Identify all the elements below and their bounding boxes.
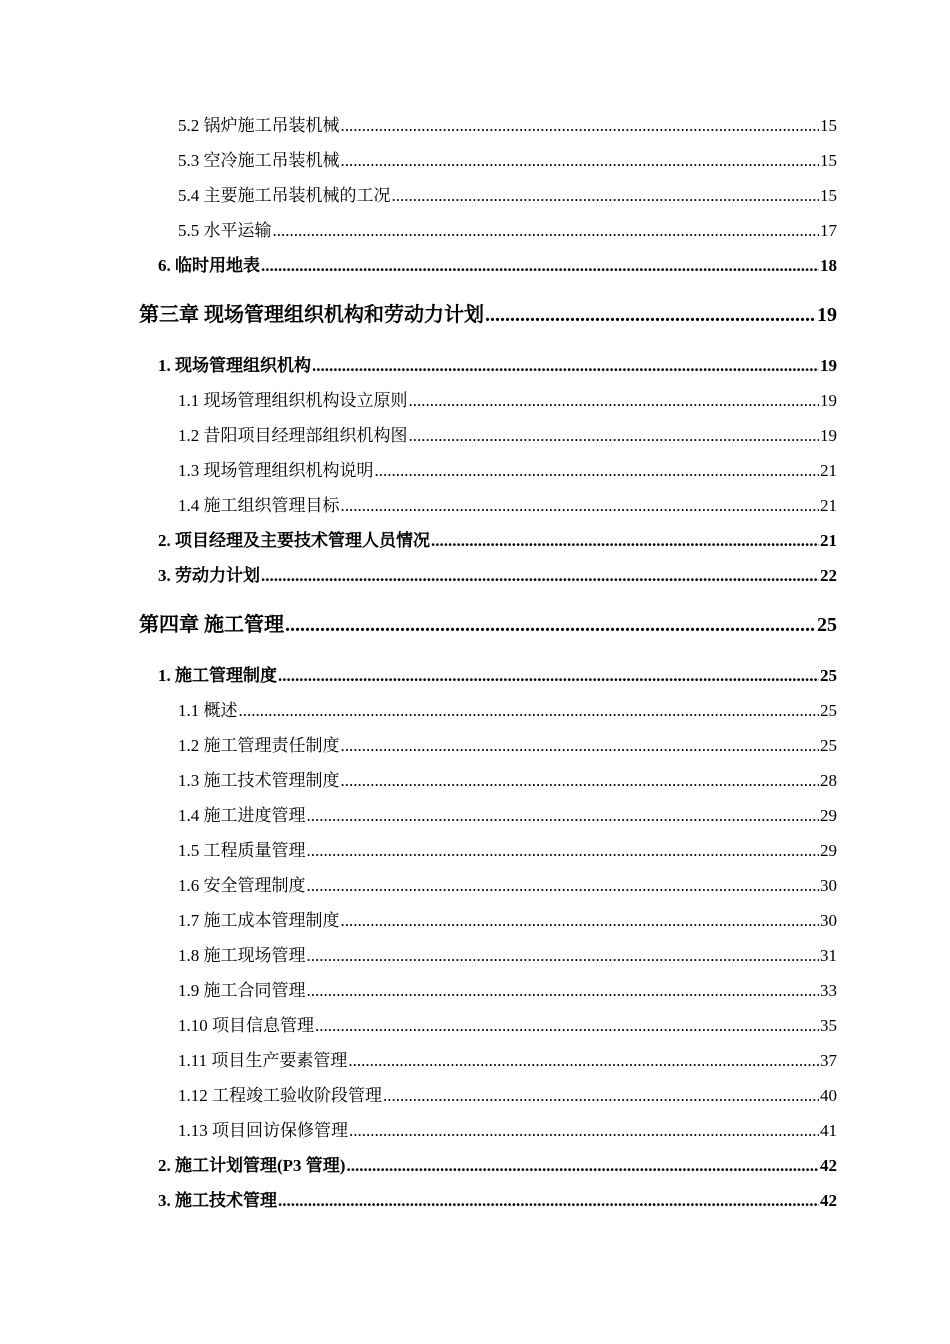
toc-entry-title: 3. 劳动力计划 xyxy=(158,566,260,585)
toc-leader-dots xyxy=(315,1014,819,1038)
toc-leader-dots xyxy=(341,114,820,138)
toc-entry[interactable] xyxy=(178,699,837,723)
toc-entry-title: 1.9 施工合同管理 xyxy=(178,981,306,1000)
toc-entry[interactable] xyxy=(178,874,837,898)
toc-leader-dots xyxy=(307,874,820,898)
toc-entry-page: 33 xyxy=(820,981,837,1000)
toc-entry-page: 29 xyxy=(820,841,837,860)
toc-entry[interactable] xyxy=(178,1119,837,1143)
toc-entry-page: 42 xyxy=(820,1156,837,1175)
toc-entry[interactable] xyxy=(178,114,837,138)
toc-leader-dots xyxy=(409,424,820,448)
toc-section-entry[interactable] xyxy=(158,254,837,278)
toc-leader-dots xyxy=(485,300,816,330)
toc-entry[interactable] xyxy=(178,909,837,933)
toc-entry-page: 28 xyxy=(820,771,837,790)
toc-entry[interactable] xyxy=(178,219,837,243)
toc-entry-title: 5.2 锅炉施工吊装机械 xyxy=(178,116,340,135)
toc-section-entry[interactable] xyxy=(158,529,837,553)
toc-entry[interactable] xyxy=(178,389,837,413)
toc-leader-dots xyxy=(285,610,816,640)
toc-entry[interactable] xyxy=(178,804,837,828)
toc-section-entry[interactable] xyxy=(158,1189,837,1213)
toc-leader-dots xyxy=(383,1084,819,1108)
toc-leader-dots xyxy=(341,909,820,933)
toc-entry-title: 第三章 现场管理组织机构和劳动力计划 xyxy=(139,304,484,326)
toc-leader-dots xyxy=(239,699,820,723)
toc-leader-dots xyxy=(278,1189,819,1213)
toc-entry-title: 1.2 昔阳项目经理部组织机构图 xyxy=(178,426,408,445)
toc-entry-title: 1.11 项目生产要素管理 xyxy=(178,1051,348,1070)
toc-entry-title: 2. 施工计划管理(P3 管理) xyxy=(158,1156,346,1175)
toc-entry-page: 15 xyxy=(820,151,837,170)
toc-entry-title: 1.2 施工管理责任制度 xyxy=(178,736,340,755)
toc-entry-title: 1.3 施工技术管理制度 xyxy=(178,771,340,790)
toc-entry-page: 25 xyxy=(817,614,837,636)
toc-leader-dots xyxy=(307,944,820,968)
toc-leader-dots xyxy=(392,184,820,208)
toc-entry-page: 40 xyxy=(820,1086,837,1105)
toc-entry-title: 5.3 空冷施工吊装机械 xyxy=(178,151,340,170)
toc-leader-dots xyxy=(261,254,819,278)
toc-entry-page: 18 xyxy=(820,256,837,275)
toc-leader-dots xyxy=(307,804,820,828)
toc-entry-page: 31 xyxy=(820,946,837,965)
toc-entry-page: 30 xyxy=(820,876,837,895)
toc-leader-dots xyxy=(431,529,819,553)
toc-entry[interactable] xyxy=(178,184,837,208)
toc-entry-title: 1.4 施工进度管理 xyxy=(178,806,306,825)
toc-leader-dots xyxy=(341,734,820,758)
toc-entry-title: 1.1 现场管理组织机构设立原则 xyxy=(178,391,408,410)
toc-leader-dots xyxy=(341,149,820,173)
toc-leader-dots xyxy=(349,1119,819,1143)
toc-entry-page: 15 xyxy=(820,186,837,205)
toc-entry[interactable] xyxy=(178,1049,837,1073)
toc-entry-page: 25 xyxy=(820,666,837,685)
toc-entry-page: 19 xyxy=(820,356,837,375)
toc-section-entry[interactable] xyxy=(158,664,837,688)
toc-entry-title: 5.5 水平运输 xyxy=(178,221,272,240)
toc-entry-title: 1.5 工程质量管理 xyxy=(178,841,306,860)
toc-entry[interactable] xyxy=(178,1014,837,1038)
toc-entry[interactable] xyxy=(178,944,837,968)
toc-entry[interactable] xyxy=(178,149,837,173)
toc-entry-page: 41 xyxy=(820,1121,837,1140)
toc-leader-dots xyxy=(278,664,819,688)
toc-entry-page: 15 xyxy=(820,116,837,135)
toc-entry-title: 1.4 施工组织管理目标 xyxy=(178,496,340,515)
toc-entry-title: 5.4 主要施工吊装机械的工况 xyxy=(178,186,391,205)
toc-entry[interactable] xyxy=(178,734,837,758)
toc-entry-page: 30 xyxy=(820,911,837,930)
toc-entry-title: 1.12 工程竣工验收阶段管理 xyxy=(178,1086,382,1105)
toc-entry-title: 1.1 概述 xyxy=(178,701,238,720)
toc-entry[interactable] xyxy=(178,839,837,863)
toc-entry-page: 29 xyxy=(820,806,837,825)
toc-entry[interactable] xyxy=(178,494,837,518)
toc-entry[interactable] xyxy=(178,769,837,793)
toc-entry-title: 1.10 项目信息管理 xyxy=(178,1016,314,1035)
toc-entry-title: 1.6 安全管理制度 xyxy=(178,876,306,895)
toc-entry-page: 17 xyxy=(820,221,837,240)
toc-chapter-entry[interactable] xyxy=(139,610,837,640)
toc-entry-title: 1.13 项目回访保修管理 xyxy=(178,1121,348,1140)
toc-leader-dots xyxy=(273,219,820,243)
toc-leader-dots xyxy=(341,494,820,518)
toc-entry-page: 19 xyxy=(820,426,837,445)
toc-entry-page: 25 xyxy=(820,701,837,720)
toc-leader-dots xyxy=(312,354,819,378)
toc-entry-title: 1.7 施工成本管理制度 xyxy=(178,911,340,930)
toc-section-entry[interactable] xyxy=(158,564,837,588)
toc-entry-page: 25 xyxy=(820,736,837,755)
toc-entry-page: 21 xyxy=(820,531,837,550)
toc-entry-title: 2. 项目经理及主要技术管理人员情况 xyxy=(158,531,430,550)
toc-entry[interactable] xyxy=(178,424,837,448)
toc-leader-dots xyxy=(307,839,820,863)
toc-leader-dots xyxy=(375,459,820,483)
toc-entry-title: 1. 现场管理组织机构 xyxy=(158,356,311,375)
toc-entry-page: 22 xyxy=(820,566,837,585)
toc-leader-dots xyxy=(346,1154,819,1178)
toc-leader-dots xyxy=(307,979,820,1003)
toc-entry-page: 19 xyxy=(817,304,837,326)
toc-entry[interactable] xyxy=(178,459,837,483)
toc-entry-page: 35 xyxy=(820,1016,837,1035)
toc-entry-title: 第四章 施工管理 xyxy=(139,614,284,636)
toc-chapter-entry[interactable] xyxy=(139,300,837,330)
toc-section-entry[interactable] xyxy=(158,1154,837,1178)
toc-entry-title: 3. 施工技术管理 xyxy=(158,1191,277,1210)
toc-entry-title: 6. 临时用地表 xyxy=(158,256,260,275)
toc-entry[interactable] xyxy=(178,1084,837,1108)
toc-leader-dots xyxy=(341,769,820,793)
toc-entry-title: 1.8 施工现场管理 xyxy=(178,946,306,965)
toc-entry-title: 1. 施工管理制度 xyxy=(158,666,277,685)
toc-entry-title: 1.3 现场管理组织机构说明 xyxy=(178,461,374,480)
toc-leader-dots xyxy=(348,1049,819,1073)
toc-section-entry[interactable] xyxy=(158,354,837,378)
toc-entry-page: 21 xyxy=(820,461,837,480)
toc-entry-page: 21 xyxy=(820,496,837,515)
toc-entry-page: 37 xyxy=(820,1051,837,1070)
toc-entry-page: 19 xyxy=(820,391,837,410)
toc-entry-page: 42 xyxy=(820,1191,837,1210)
toc-leader-dots xyxy=(409,389,820,413)
toc-entry[interactable] xyxy=(178,979,837,1003)
toc-leader-dots xyxy=(261,564,819,588)
